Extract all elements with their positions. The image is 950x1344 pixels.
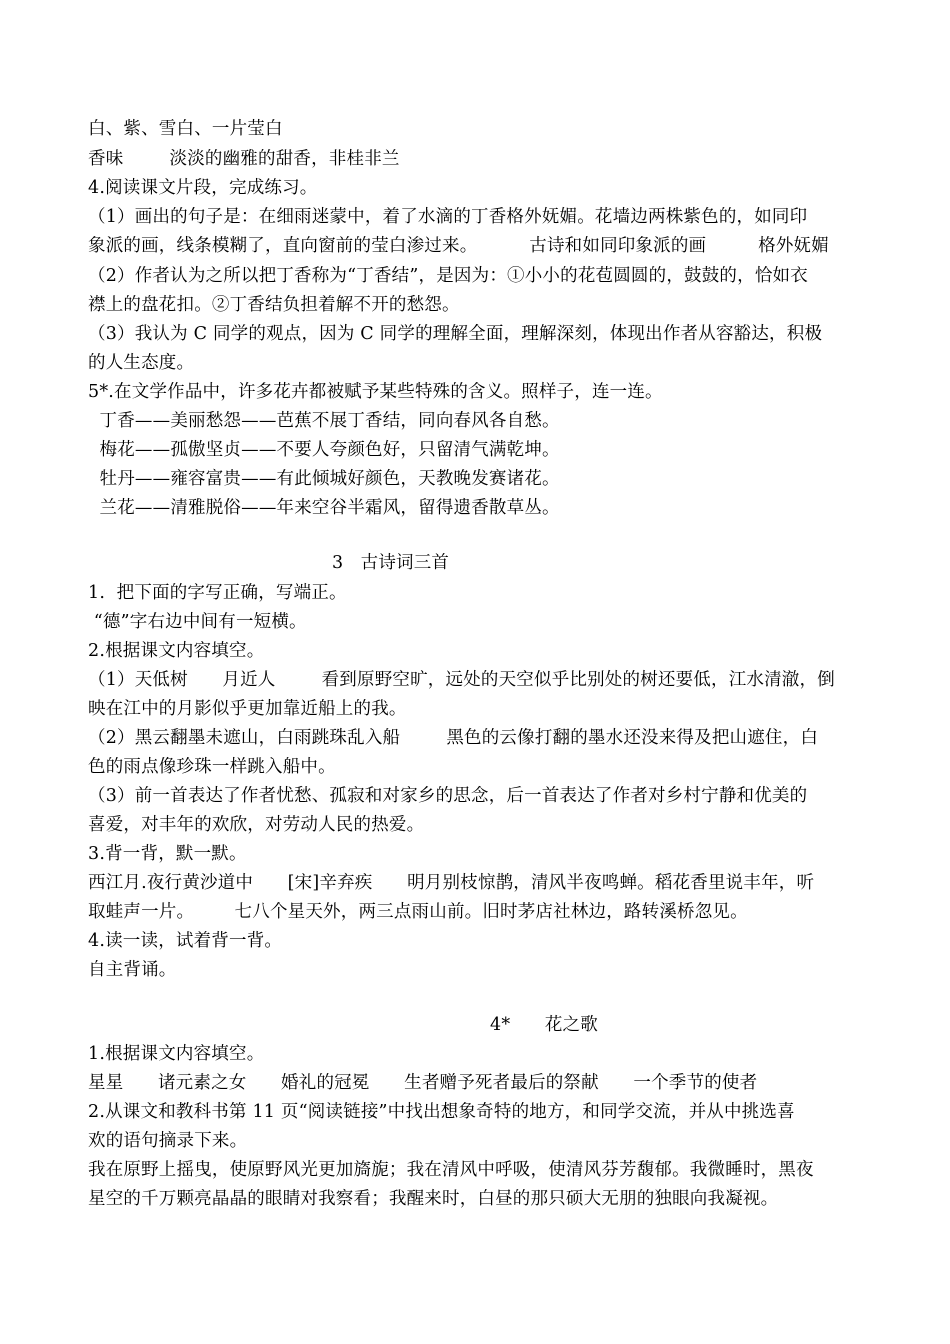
text-line: 2.根据课文内容填空。 <box>88 641 265 661</box>
text-line: 星空的千万颗亮晶晶的眼睛对我察看；我醒来时，白昼的那只硕大无朋的独眼向我凝视。 <box>88 1189 779 1209</box>
text-line: （1）画出的句子是：在细雨迷蒙中，着了水滴的丁香格外妩媚。花墙边两株紫色的，如同印 <box>88 207 808 227</box>
text-line: 5*.在文学作品中，许多花卉都被赋予某些特殊的含义。照样子，连一连。 <box>88 382 663 402</box>
text-line: 自主背诵。 <box>88 960 177 980</box>
text-line: 梅花——孤傲坚贞——不要人夸颜色好，只留清气满乾坤。 <box>88 440 560 460</box>
text-line: （1）天低树 月近人 看到原野空旷，远处的天空似乎比别处的树还要低，江水清澈，倒 <box>88 670 835 690</box>
text-line: （3）我认为 C 同学的观点，因为 C 同学的理解全面，理解深刻，体现出作者从容豁达，积极 <box>88 324 823 344</box>
text-line: 兰花——清雅脱俗——年来空谷半霜风，留得遗香散草丛。 <box>88 498 560 518</box>
text-line: 西江月.夜行黄沙道中 [宋]辛弃疾 明月别枝惊鹊，清风半夜鸣蝉。稻花香里说丰年，听 <box>88 873 815 893</box>
text-line: （2）作者认为之所以把丁香称为“丁香结”，是因为：①小小的花苞圆圆的，鼓鼓的，恰如衣 <box>88 266 808 286</box>
text-line: 色的雨点像珍珠一样跳入船中。 <box>88 757 336 777</box>
text-line: “德”字右边中间有一短横。 <box>88 612 307 632</box>
text-line: 映在江中的月影似乎更加靠近船上的我。 <box>88 699 407 719</box>
text-line: （3）前一首表达了作者忧愁、孤寂和对家乡的思念，后一首表达了作者对乡村宁静和优美的 <box>88 786 808 806</box>
text-line: 牡丹——雍容富贵——有此倾城好颜色，天教晚发赛诸花。 <box>88 469 560 489</box>
text-line: 2.从课文和教科书第 11 页“阅读链接”中找出想象奇特的地方，和同学交流，并从中挑选喜 <box>88 1102 795 1122</box>
text-line: 我在原野上摇曳，使原野风光更加旖旎；我在清风中呼吸，使清风芬芳馥郁。我微睡时，黑夜 <box>88 1160 814 1180</box>
text-line: 丁香——美丽愁怨——芭蕉不展丁香结，同向春风各自愁。 <box>88 411 560 431</box>
text-line: 白、紫、雪白、一片莹白 <box>88 119 283 139</box>
text-line: 欢的语句摘录下来。 <box>88 1131 248 1151</box>
text-line: 的人生态度。 <box>88 353 195 373</box>
text-line: 香味 淡淡的幽雅的甜香，非桂非兰 <box>88 149 400 169</box>
text-line: （2）黑云翻墨未遮山，白雨跳珠乱入船 黑色的云像打翻的墨水还没来得及把山遮住，白 <box>88 728 819 748</box>
text-line: 襟上的盘花扣。②丁香结负担着解不开的愁怨。 <box>88 295 460 315</box>
text-line: 4.阅读课文片段，完成练习。 <box>88 178 318 198</box>
text-line: 取蛙声一片。 七八个星天外，两三点雨山前。旧时茅店社林边，路转溪桥忽见。 <box>88 902 748 922</box>
text-line: 1.根据课文内容填空。 <box>88 1044 265 1064</box>
text-line: 星星 诸元素之女 婚礼的冠冕 生者赠予死者最后的祭献 一个季节的使者 <box>88 1073 758 1093</box>
text-line: 象派的画，线条模糊了，直向窗前的莹白渗过来。 古诗和如同印象派的画 格外妩媚 <box>88 236 829 256</box>
text-line: 3.背一背，默一默。 <box>88 844 247 864</box>
text-line: 喜爱，对丰年的欢欣，对劳动人民的热爱。 <box>88 815 425 835</box>
section-title: 3 古诗词三首 <box>332 553 450 573</box>
section-title: 4* 花之歌 <box>490 1015 598 1035</box>
text-line: 4.读一读，试着背一背。 <box>88 931 283 951</box>
text-line: 1. 把下面的字写正确，写端正。 <box>88 583 347 603</box>
